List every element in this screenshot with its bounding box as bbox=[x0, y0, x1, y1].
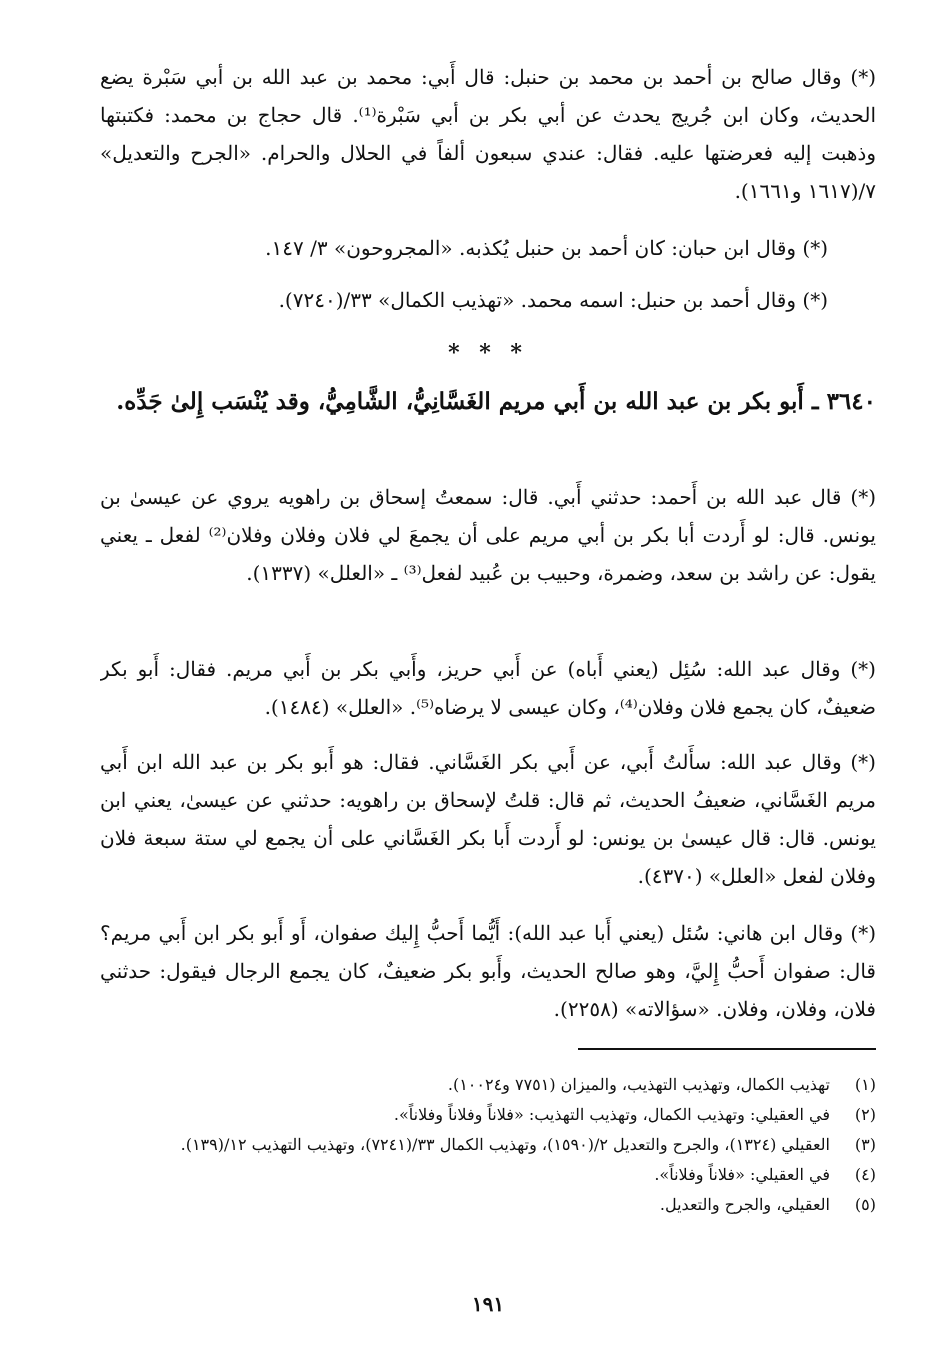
footnote-text: في العقيلي: وتهذيب الكمال، وتهذيب التهذيب: «فلاناً وفلاناً وفلاناً». bbox=[393, 1105, 830, 1124]
footnote-number: (٣) bbox=[854, 1135, 876, 1154]
footnote-item bbox=[100, 1102, 876, 1128]
paragraph-abdullah-ishaq: (*) قال عبد الله بن أَحمد: حدثني أَبي. قال: سمعتُ إسحاق بن راهويه يروي عن عيسىٰ بن يونس. قال: لو أَردت أبا بكر بن أبي مريم على أن يجمعَ لي فلان وفلان وفلان⁽²⁾ لفعل ـ يعني يقول: عن راشد بن سعد، وضمرة، وحبيب بن عُبيد لفعل⁽³⁾ ـ «العلل» (١٣٣٧). bbox=[100, 485, 876, 585]
footnote-item bbox=[100, 1162, 876, 1188]
paragraph-ibn-hibban: (*) وقال ابن حبان: كان أحمد بن حنبل يُكذبه. «المجروحون» ٣/ ١٤٧. bbox=[265, 236, 828, 260]
footnote-number: (٤) bbox=[854, 1165, 876, 1184]
paragraph-saleh-quote: (*) وقال صالح بن أحمد بن محمد بن حنبل: قال أَبي: محمد بن عبد الله بن أبي سَبْرة يضع الحديث، وكان ابن جُريج يحدث عن أبي بكر بن أبي سَبْرة⁽¹⁾. قال حجاج بن محمد: فكتبتها وذهبت إليه فعرضتها عليه. فقال: عندي سبعون ألفاً في الحلال والحرام. «الجرح والتعديل» ٧/(١٦١٧ و١٦٦١). bbox=[100, 65, 876, 203]
paragraph-ahmad-name: (*) وقال أحمد بن حنبل: اسمه محمد. «تهذيب الكمال» ٣٣/(٧٢٤٠). bbox=[278, 288, 828, 312]
footnote-divider bbox=[578, 1048, 876, 1050]
footnote-text: في العقيلي: «فلاناً وفلاناً». bbox=[654, 1165, 830, 1184]
footnote-text: العقيلي، والجرح والتعديل. bbox=[659, 1195, 830, 1214]
footnotes-section bbox=[100, 1072, 876, 1222]
footnote-number: (٢) bbox=[854, 1105, 876, 1124]
footnote-item bbox=[100, 1072, 876, 1098]
paragraph-abi-hariz: (*) وقال عبد الله: سُئِل (يعني أَباه) عن أَبي حريز، وأَبي بكر بن أَبي مريم. فقال: أَبو بكر ضعيفٌ، كان يجمع فلان وفلان⁽⁴⁾، وكان عيسى لا يرضاه⁽⁵⁾. «العلل» (١٤٨٤). bbox=[100, 657, 876, 719]
footnote-item bbox=[100, 1192, 876, 1218]
paragraph-ghassani: (*) وقال عبد الله: سأَلتُ أَبي، عن أَبي بكر الغَسَّاني. فقال: هو أَبو بكر بن عبد الله ابن أَبي مريم الغَسَّاني، ضعيفُ الحديث، ثم قال: قلتُ لإسحاق بن راهويه: حدثني عن عيسىٰ، يعني ابن يونس. قال: قال عيسىٰ بن يونس: لو أَردت أَبا بكر الغَسَّاني على أن يجمع لي ستة سبعة فلان وفلان لفعل «العلل» (٤٣٧٠). bbox=[100, 750, 876, 888]
footnote-item bbox=[100, 1132, 876, 1158]
footnote-text: العقيلي (١٣٢٤)، والجرح والتعديل ٢/(١٥٩٠)، وتهذيب الكمال ٣٣/(٧٢٤١)، وتهذيب التهذيب ١٢/(١٣٩). bbox=[180, 1135, 830, 1154]
footnote-text: تهذيب الكمال، وتهذيب التهذيب، والميزان (٧٧٥١ و١٠٠٢٤). bbox=[447, 1075, 830, 1094]
footnote-number: (٥) bbox=[854, 1195, 876, 1214]
section-separator: * * * bbox=[448, 340, 528, 366]
book-page bbox=[100, 58, 876, 1318]
footnote-number: (١) bbox=[854, 1075, 876, 1094]
page-number: ١٩١ bbox=[471, 1292, 505, 1316]
entry-heading: ٣٦٤٠ ـ أَبو بكر بن عبد الله بن أَبي مريم الغَسَّانِيُّ، الشَّامِيُّ، وقد يُنْسَب إِلىٰ جَدِّه. bbox=[116, 388, 876, 415]
paragraph-ibn-hani: (*) وقال ابن هاني: سُئل (يعني أَبا عبد الله): أَيُّما أَحبُّ إِليك صفوان، أَو أَبو بكر ابن أَبي مريم؟ قال: صفوان أَحبُّ إِليَّ، وهو صالح الحديث، وأَبو بكر ضعيفٌ، كان يجمع الرجال فيقول: حدثني فلان، وفلان، وفلان. «سؤالاته» (٢٢٥٨). bbox=[100, 921, 876, 1021]
